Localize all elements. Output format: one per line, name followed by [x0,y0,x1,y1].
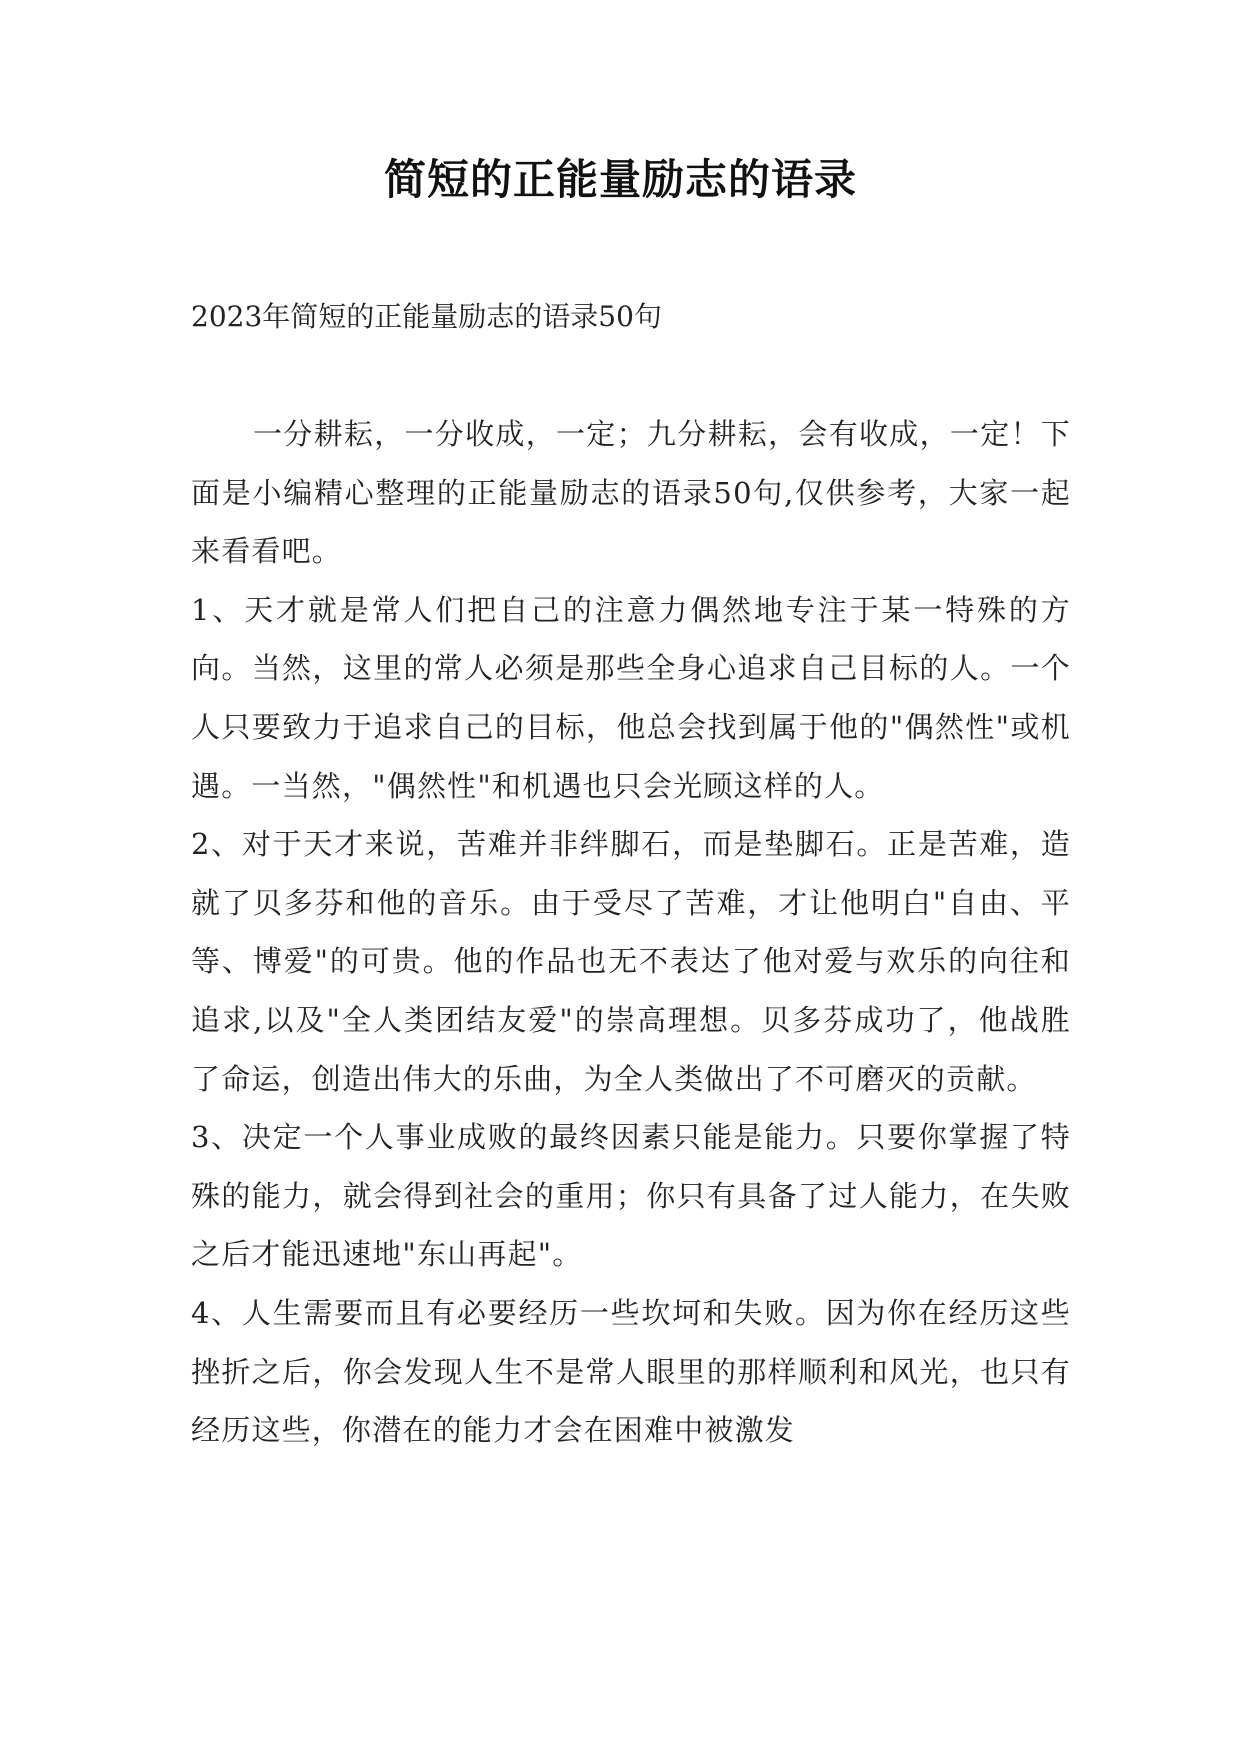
quote-paragraph-4: 4、人生需要而且有必要经历一些坎坷和失败。因为你在经历这些挫折之后，你会发现人生不是常人眼里的那样顺利和风光，也只有经历这些，你潜在的能力才会在困难中被激发 [191,1295,1071,1448]
document-title: 简短的正能量励志的语录 [383,155,857,204]
quote-paragraph-3: 3、决定一个人事业成败的最终因素只能是能力。只要你掌握了特殊的能力，就会得到社会的重用；你只有具备了过人能力，在失败之后才能迅速地"东山再起"。 [191,1120,1071,1272]
intro-paragraph: 一分耕耘，一分收成，一定；九分耕耘，会有收成，一定！下面是小编精心整理的正能量励志的语录50句,仅供参考，大家一起来看看吧。 [191,417,1071,569]
quote-paragraph-2: 2、对于天才来说，苦难并非绊脚石，而是垫脚石。正是苦难，造就了贝多芬和他的音乐。由于受尽了苦难，才让他明白"自由、平等、博爱"的可贵。他的作品也无不表达了他对爱与欢乐的向往和追求,以及"全人类团结友爱"的崇高理想。贝多芬成功了，他战胜了命运，创造出伟大的乐曲，为全人类做出了不可磨灭的贡献。 [191,827,1071,1096]
document-subtitle: 2023年简短的正能量励志的语录50句 [191,300,662,333]
document-body [191,405,1071,1460]
quote-paragraph-1: 1、天才就是常人们把自己的注意力偶然地专注于某一特殊的方向。当然，这里的常人必须是那些全身心追求自己目标的人。一个人只要致力于追求自己的目标，他总会找到属于他的"偶然性"或机遇。一当然，"偶然性"和机遇也只会光顾这样的人。 [191,592,1071,803]
